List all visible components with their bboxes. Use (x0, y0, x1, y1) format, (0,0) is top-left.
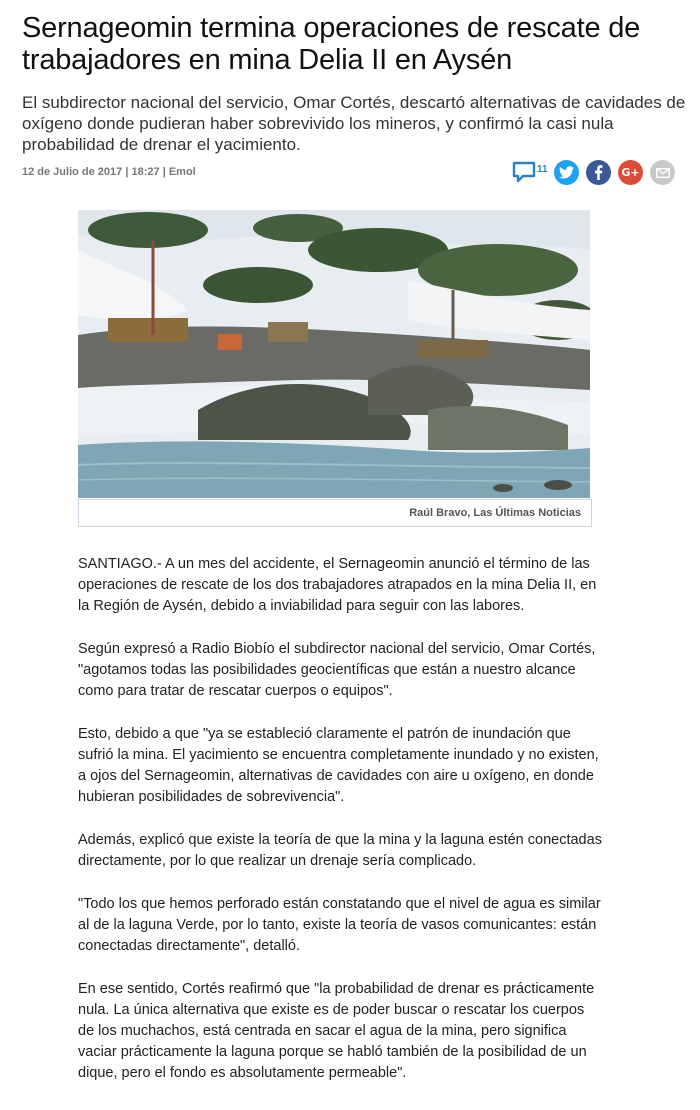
article-figure (78, 210, 592, 528)
article-time: 18:27 (131, 166, 160, 178)
image-caption (78, 499, 592, 527)
image-caption-text: Raúl Bravo, Las Últimas Noticias (409, 507, 581, 519)
article-paragraph: Además, explicó que existe la teoría de que la mina y la laguna estén conectadas directamente, por lo que realizar un drenaje sería complicado. (78, 832, 602, 869)
article-photo (78, 210, 590, 498)
google-plus-icon: G+ (621, 166, 640, 179)
twitter-icon (559, 166, 574, 179)
email-share-button[interactable] (650, 160, 675, 185)
article-paragraph: "Todo los que hemos perforado están constatando que el nivel de agua es similar al de la laguna Verde, por lo tanto, existe la teoría de vasos comunicantes: están conectadas directamente", detalló. (78, 896, 601, 954)
social-share-bar (510, 158, 690, 188)
meta-separator: | (162, 166, 169, 178)
comments-button[interactable] (510, 158, 550, 188)
comment-bubble-icon (512, 160, 536, 184)
article-lead: El subdirector nacional del servicio, Omar Cortés, descartó alternativas de cavidades de oxígeno donde pudieran haber sobrevivido los mineros, y confirmó la casi nula probabilidad de drenar el yacimiento. (22, 93, 686, 154)
article-paragraph: Esto, debido a que "ya se estableció claramente el patrón de inundación que sufrió la mina. El yacimiento se encuentra completamente inundado y no existen, a ojos del Sernageomin, alternativas de cavidades con aire u oxígeno, en donde hubieran posibilidades de sobrevivencia". (78, 726, 599, 805)
article-title: Sernageomin termina operaciones de rescate de trabajadores en mina Delia II en Aysén (22, 12, 641, 76)
article-source: Emol (168, 166, 196, 178)
article-date: 12 de Julio de 2017 (22, 166, 123, 178)
comment-count: 11 (537, 164, 548, 175)
meta-separator: | (125, 166, 132, 178)
article-paragraph: SANTIAGO.- A un mes del accidente, el Sernageomin anunció el término de las operaciones de rescate de los dos trabajadores atrapados en la mina Delia II, en la Región de Aysén, debido a inviabilidad para seguir con las labores. (78, 556, 597, 614)
facebook-share-button[interactable] (586, 160, 611, 185)
email-icon (656, 168, 670, 178)
twitter-share-button[interactable] (554, 160, 579, 185)
article-meta (22, 166, 196, 178)
article-paragraph: Según expresó a Radio Biobío el subdirector nacional del servicio, Omar Cortés, "agotamos todas las posibilidades geocientíficas que están a nuestro alcance como para tratar de rescatar cuerpos o equipos". (78, 641, 596, 699)
facebook-icon (594, 165, 603, 180)
google-plus-share-button[interactable] (618, 160, 643, 185)
article-body (78, 554, 603, 1106)
article-paragraph: En ese sentido, Cortés reafirmó que "la probabilidad de drenar es prácticamente nula. La única alternativa que existe es de poder buscar o rescatar los cuerpos de los muchachos, está centrada en sacar el agua de la mina, pero significa vaciar prácticamente la laguna porque se habló también de la posibilidad de un dique, pero el fondo es absolutamente permeable". (78, 981, 595, 1081)
